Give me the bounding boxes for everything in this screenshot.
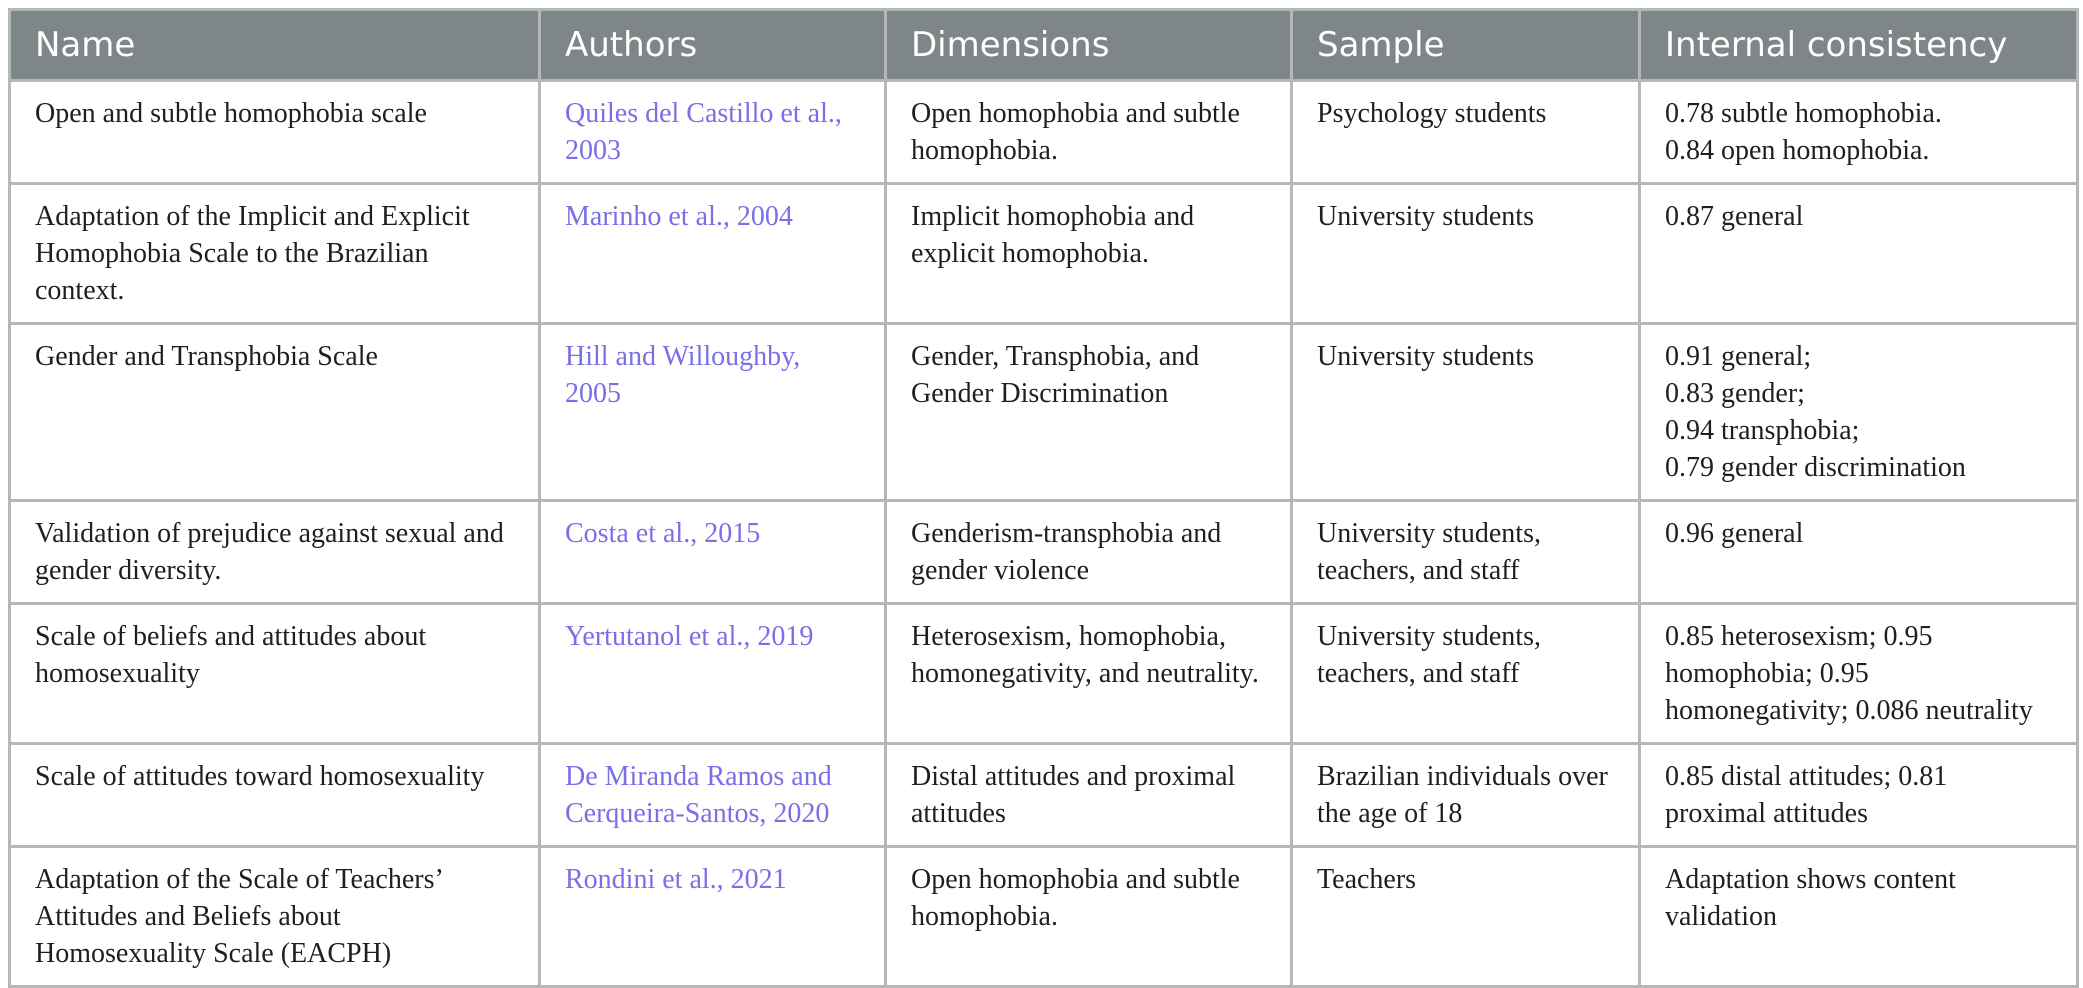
cell-internal-consistency: 0.87 general [1640, 184, 2078, 324]
cell-name: Adaptation of the Scale of Teachers’ Attitudes and Beliefs about Homosexuality Scale (EACPH) [10, 847, 540, 987]
cell-name: Adaptation of the Implicit and Explicit Homophobia Scale to the Brazilian context. [10, 184, 540, 324]
cell-sample: Brazilian individuals over the age of 18 [1292, 744, 1640, 847]
cell-internal-consistency: 0.96 general [1640, 501, 2078, 604]
cell-internal-consistency: 0.78 subtle homophobia. 0.84 open homophobia. [1640, 81, 2078, 184]
table-row [10, 847, 2078, 987]
cell-sample: University students, teachers, and staff [1292, 604, 1640, 744]
table-row [10, 184, 2078, 324]
column-header-sample: Sample [1292, 10, 1640, 81]
column-header-name: Name [10, 10, 540, 81]
column-header-authors: Authors [540, 10, 886, 81]
cell-name: Scale of attitudes toward homosexuality [10, 744, 540, 847]
table-row [10, 501, 2078, 604]
table-row [10, 324, 2078, 501]
cell-sample: Psychology students [1292, 81, 1640, 184]
cell-name: Gender and Transphobia Scale [10, 324, 540, 501]
cell-dimensions: Heterosexism, homophobia, homonegativity, and neutrality. [886, 604, 1292, 744]
cell-internal-consistency: Adaptation shows content validation [1640, 847, 2078, 987]
column-header-dimensions: Dimensions [886, 10, 1292, 81]
cell-sample: University students, teachers, and staff [1292, 501, 1640, 604]
cell-dimensions: Gender, Transphobia, and Gender Discrimination [886, 324, 1292, 501]
table-row [10, 604, 2078, 744]
author-link[interactable]: Quiles del Castillo et al., 2003 [540, 81, 886, 184]
column-header-internal-consistency: Internal consistency [1640, 10, 2078, 81]
cell-dimensions: Distal attitudes and proximal attitudes [886, 744, 1292, 847]
cell-name: Validation of prejudice against sexual and gender diversity. [10, 501, 540, 604]
cell-dimensions: Genderism-transphobia and gender violence [886, 501, 1292, 604]
cell-dimensions: Implicit homophobia and explicit homophobia. [886, 184, 1292, 324]
table-row [10, 81, 2078, 184]
author-link[interactable]: Rondini et al., 2021 [540, 847, 886, 987]
cell-sample: University students [1292, 324, 1640, 501]
cell-internal-consistency: 0.91 general; 0.83 gender; 0.94 transphobia; 0.79 gender discrimination [1640, 324, 2078, 501]
cell-name: Scale of beliefs and attitudes about homosexuality [10, 604, 540, 744]
cell-dimensions: Open homophobia and subtle homophobia. [886, 847, 1292, 987]
author-link[interactable]: De Miranda Ramos and Cerqueira-Santos, 2020 [540, 744, 886, 847]
cell-sample: Teachers [1292, 847, 1640, 987]
header-row [10, 10, 2078, 81]
cell-internal-consistency: 0.85 distal attitudes; 0.81 proximal attitudes [1640, 744, 2078, 847]
cell-dimensions: Open homophobia and subtle homophobia. [886, 81, 1292, 184]
author-link[interactable]: Costa et al., 2015 [540, 501, 886, 604]
cell-name: Open and subtle homophobia scale [10, 81, 540, 184]
cell-internal-consistency: 0.85 heterosexism; 0.95 homophobia; 0.95 homonegativity; 0.086 neutrality [1640, 604, 2078, 744]
author-link[interactable]: Hill and Willoughby, 2005 [540, 324, 886, 501]
table-row [10, 744, 2078, 847]
scales-table [8, 8, 2079, 988]
author-link[interactable]: Yertutanol et al., 2019 [540, 604, 886, 744]
author-link[interactable]: Marinho et al., 2004 [540, 184, 886, 324]
cell-sample: University students [1292, 184, 1640, 324]
